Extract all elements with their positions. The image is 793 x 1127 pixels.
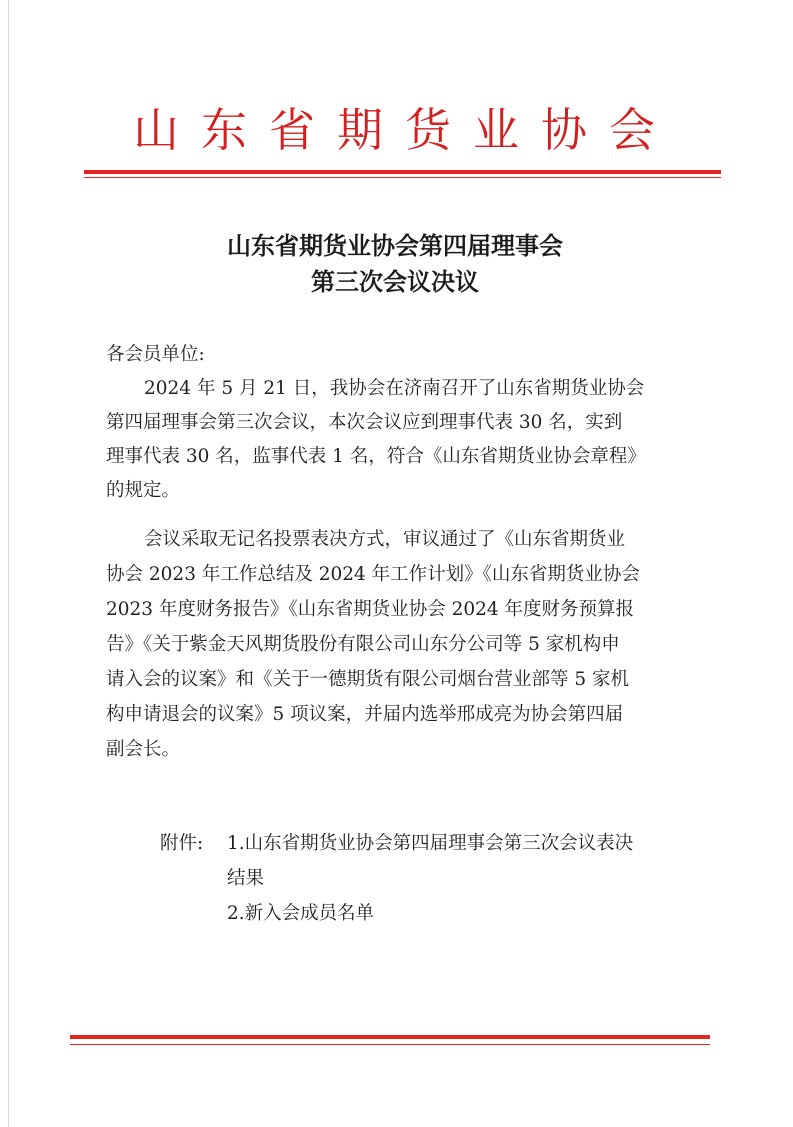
paragraph1-line: 理事代表 30 名，监事代表 1 名，符合《山东省期货业协会章程》 xyxy=(106,446,646,467)
paragraph2-line: 请入会的议案》和《关于一德期货有限公司烟台营业部等 5 家机 xyxy=(106,669,630,690)
paragraph2-line: 2023 年度财务报告》《山东省期货业协会 2024 年度财务预算报 xyxy=(106,599,635,620)
paragraph2-line: 构申请退会的议案》5 项议案，并届内选举邢成亮为协会第四届 xyxy=(106,704,624,725)
document-title-line1: 山东省期货业协会第四届理事会 xyxy=(227,231,563,260)
page-edge xyxy=(8,0,9,1127)
header-rule-thick xyxy=(84,170,721,174)
salutation: 各会员单位: xyxy=(106,344,205,365)
header-rule-thin xyxy=(84,177,721,178)
paragraph2-line: 告》《关于紫金天风期货股份有限公司山东分公司等 5 家机构申 xyxy=(106,634,620,655)
footer-rule-thick xyxy=(70,1035,710,1039)
organization-header: 山东省期货业协会 xyxy=(133,103,677,157)
paragraph1-line: 的规定。 xyxy=(106,480,181,501)
attachment-item-1: 1.山东省期货业协会第四届理事会第三次会议表决 xyxy=(227,833,634,854)
attachment-item-1-cont: 结果 xyxy=(227,868,265,889)
paragraph2-line: 会议采取无记名投票表决方式，审议通过了《山东省期货业 xyxy=(144,529,626,550)
paragraph2-line: 副会长。 xyxy=(106,739,181,760)
attachments-label: 附件: xyxy=(160,833,204,854)
paragraph1-line: 2024 年 5 月 21 日，我协会在济南召开了山东省期货业协会 xyxy=(144,378,645,399)
attachment-item-2: 2.新入会成员名单 xyxy=(227,903,375,924)
footer-rule-thin xyxy=(70,1044,710,1045)
paragraph2-line: 协会 2023 年工作总结及 2024 年工作计划》《山东省期货业协会 xyxy=(106,564,640,585)
document-title-line2: 第三次会议决议 xyxy=(311,267,479,296)
paragraph1-line: 第四届理事会第三次会议，本次会议应到理事代表 30 名，实到 xyxy=(106,412,623,433)
